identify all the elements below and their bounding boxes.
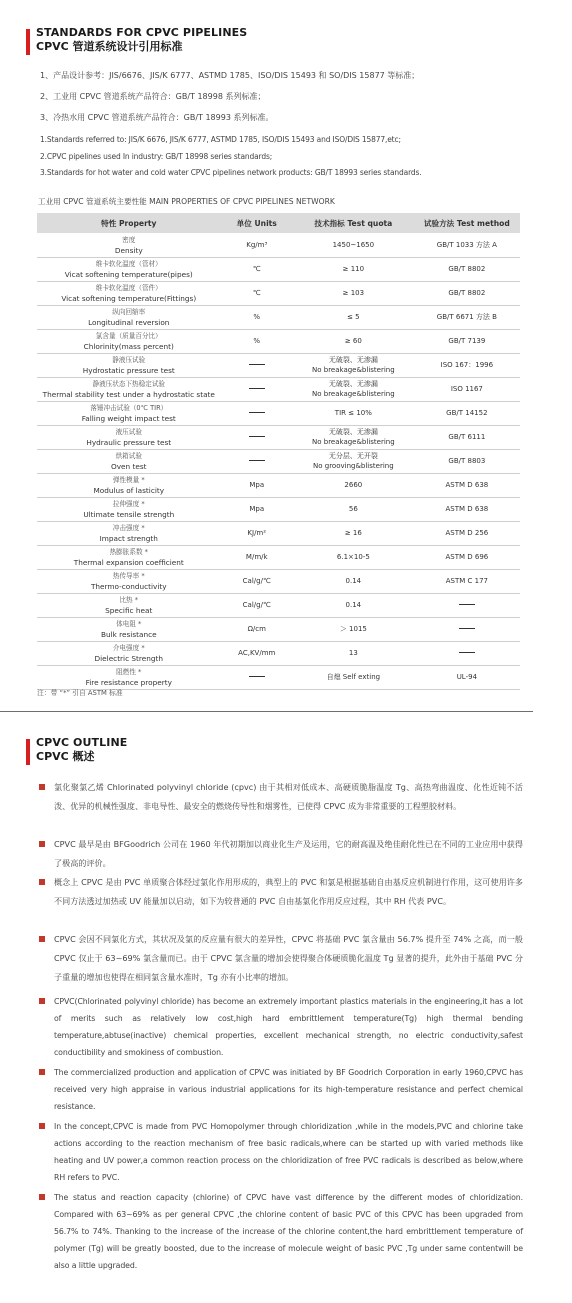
- table-body: [37, 234, 520, 690]
- property-name-cn: 氯含量（质量百分比）: [95, 332, 162, 340]
- quota-cell: [293, 546, 414, 570]
- bullet-marker: [39, 879, 45, 885]
- table-row: [37, 474, 520, 498]
- quota-cell: [293, 594, 414, 618]
- property-name-cn: 密度: [122, 236, 136, 244]
- quota-value: 0.14: [345, 600, 362, 609]
- method-value: GB/T 8802: [448, 288, 486, 297]
- dash-mark: [459, 628, 475, 629]
- unit-cell: [221, 474, 293, 498]
- method-cell: [414, 234, 520, 258]
- property-cell: [37, 498, 221, 522]
- method-value: GB/T 8803: [448, 456, 486, 465]
- table-row: [37, 402, 520, 426]
- dash-mark: [249, 388, 265, 389]
- paragraph-text: 概念上 CPVC 是由 PVC 单质聚合体经过氯化作用形成的，典型上的 PVC 和氯是根据基础自由基反应机制进行作用，这可使用许多不同方法透过加热或 UV 能量加以启动，如下为较普通的 PVC 自由基氯化作用反应过程，其中 RH 代表 PVC。: [54, 877, 523, 906]
- property-name-en: Ultimate tensile strength: [83, 509, 175, 519]
- method-cell: [414, 666, 520, 690]
- standards-heading: [36, 26, 247, 55]
- table-row: [37, 330, 520, 354]
- quota-value: 2660: [344, 480, 363, 489]
- property-name-en: Density: [114, 245, 143, 255]
- property-cell: [37, 378, 221, 402]
- bullet-marker: [39, 1123, 45, 1129]
- paragraph-text: CPVC 最早是由 BFGoodrich 公司在 1960 年代初期加以商业化生产及运用，它的耐高温及绝佳耐化性已在不同的工业应用中获得了极高的评价。: [54, 839, 523, 868]
- quota-value: ≤ 5: [347, 312, 360, 321]
- property-cell: [37, 234, 221, 258]
- header-test-method: 试验方法 Test method: [414, 213, 520, 234]
- method-value: ISO 1167: [450, 384, 483, 393]
- quota-cell: [293, 306, 414, 330]
- property-cell: [37, 282, 221, 306]
- property-cell: [37, 426, 221, 450]
- method-cell: [414, 546, 520, 570]
- property-name-cn: 烘箱试验: [115, 452, 142, 460]
- bullet-marker: [39, 841, 45, 847]
- property-cell: [37, 450, 221, 474]
- unit-cell: [221, 450, 293, 474]
- method-value: ISO 167：1996: [440, 360, 494, 369]
- quota-value: ≥ 60: [344, 336, 362, 345]
- dash-mark: [249, 436, 265, 437]
- property-name-cn: 热传导率 *: [112, 572, 145, 580]
- unit-cell: [221, 258, 293, 282]
- quota-cell: [293, 258, 414, 282]
- paragraph-text: CPVC 会因不同氯化方式，其状况及氯的反应量有很大的差异性，CPVC 将基础 PVC 氯含量由 56.7% 提升至 74% 之高，而一般 CPVC 仅止于 63~69% 氯含量而已。由于 CPVC 氯含量的增加会使得聚合体硬质脆化温度 Tg 显著的提升，此外由于基础 PVC 分子重量的增加也使得在相同氯含量水准时，Tg 亦有小比率的增加。: [54, 934, 523, 982]
- unit-value: Cal/g/℃: [242, 600, 271, 609]
- property-name-cn: 冲击强度 *: [112, 524, 145, 532]
- method-cell: [414, 258, 520, 282]
- dash-mark: [249, 676, 265, 677]
- dash-mark: [249, 412, 265, 413]
- table-row: [37, 546, 520, 570]
- property-name-en: Oven test: [111, 461, 147, 471]
- property-name-cn: 热膨胀系数 *: [109, 548, 148, 556]
- unit-cell: [221, 618, 293, 642]
- list-item: 1、产品设计参考：JIS/6676、JIS/K 6777、ASTMD 1785、ISO/DIS 15493 和 SO/DIS 15877 等标准；: [40, 71, 420, 80]
- bullet-marker: [39, 998, 45, 1004]
- quota-value: ≥ 110: [342, 264, 365, 273]
- list-item: 2.CPVC pipelines used In industry: GB/T 18998 series standards;: [40, 151, 273, 161]
- quota-cell: [293, 354, 414, 378]
- property-cell: [37, 570, 221, 594]
- method-value: ASTM D 696: [445, 552, 489, 561]
- property-cell: [37, 618, 221, 642]
- properties-table: [37, 213, 520, 690]
- method-value: GB/T 1033 方法 A: [436, 240, 497, 249]
- quota-value: 1450~1650: [332, 240, 375, 249]
- header-test-quota: 技术指标 Test quota: [293, 213, 414, 234]
- unit-value: Cal/g/℃: [242, 576, 271, 585]
- unit-cell: [221, 282, 293, 306]
- property-cell: [37, 402, 221, 426]
- table-row: [37, 282, 520, 306]
- unit-cell: [221, 234, 293, 258]
- method-cell: [414, 474, 520, 498]
- quota-cell: [293, 498, 414, 522]
- property-name-cn: 静液压状态下热稳定试验: [92, 380, 166, 388]
- property-name-en: Thermo-conductivity: [90, 581, 167, 591]
- paragraph-text: The status and reaction capacity (chlorine) of CPVC have vast difference by the different modes of chloridization. Compared with 63~69% as per general CPVC ,the chlorine content of basic PVC of this CPVC has been upgraded from 56.7% to 74%. Thanking to the increase of the increase of the chlorine content,the hard embrittlement temperature of polymer (Tg) will be greatly boosted, due to the increase of molecule weight of basic PVC ,Tg under same contentwill be also a little upgraded.: [54, 1193, 523, 1270]
- header-property: 特性 Property: [37, 213, 221, 234]
- paragraph-text: CPVC(Chlorinated polyvinyl chloride) has become an extremely important plastics materials in the engineering,it has a lot of merits such as relatively low cost,high hard embrittlement temperature(Tg) high thermal bending temperature,abtuse(inactive) chemical properties, excellent mechanical strength, no electric conductivity,safest conductibility and smokiness of combustion.: [54, 997, 523, 1057]
- table-row: [37, 378, 520, 402]
- method-value: GB/T 6111: [448, 432, 486, 441]
- method-cell: [414, 306, 520, 330]
- property-cell: [37, 642, 221, 666]
- quota-cell: [293, 474, 414, 498]
- method-value: ASTM D 638: [445, 504, 489, 513]
- unit-cell: [221, 498, 293, 522]
- outline-en-para-3: [40, 1118, 523, 1186]
- quota-value: ≥ 103: [342, 288, 365, 297]
- standards-title-en: STANDARDS FOR CPVC PIPELINES: [36, 26, 248, 39]
- table-row: [37, 258, 520, 282]
- property-name-en: Hydraulic pressure test: [86, 437, 172, 447]
- table-row: [37, 306, 520, 330]
- method-cell: [414, 378, 520, 402]
- table-row: [37, 666, 520, 690]
- quota-value: 56: [348, 504, 358, 513]
- table-row: [37, 354, 520, 378]
- property-name-en: Dielectric Strength: [94, 653, 163, 663]
- property-name-cn: 弹性模量 *: [112, 476, 145, 484]
- dash-mark: [249, 460, 265, 461]
- unit-cell: [221, 330, 293, 354]
- property-name-cn: 维卡软化温度（管材）: [95, 260, 162, 268]
- quota-value: 13: [348, 648, 358, 657]
- unit-value: %: [253, 312, 261, 321]
- outline-en-para-1: [40, 993, 523, 1061]
- property-cell: [37, 354, 221, 378]
- bullet-marker: [39, 1069, 45, 1075]
- property-cell: [37, 306, 221, 330]
- dash-mark: [459, 652, 475, 653]
- unit-value: ℃: [252, 288, 261, 297]
- method-cell: [414, 498, 520, 522]
- list-item: 1.Standards referred to: JIS/K 6676, JIS/K 6777, ASTMD 1785, ISO/DIS 15493 and ISO/DIS 15877,etc;: [40, 135, 401, 144]
- unit-cell: [221, 402, 293, 426]
- property-name-en: Fire resistance property: [85, 677, 172, 687]
- property-cell: [37, 258, 221, 282]
- quota-cell: [293, 378, 414, 402]
- property-name-en: Thermal stability test under a hydrostatic state: [42, 389, 215, 399]
- method-cell: [414, 642, 520, 666]
- quota-cell: [293, 450, 414, 474]
- quota-cn: 无破裂、无渗漏: [328, 356, 378, 364]
- property-name-cn: 阻燃性 *: [116, 668, 142, 676]
- property-name-cn: 静液压试验: [112, 356, 146, 364]
- property-cell: [37, 522, 221, 546]
- quota-cell: [293, 234, 414, 258]
- bullet-marker: [39, 1194, 45, 1200]
- unit-value: Ω/cm: [247, 624, 266, 633]
- unit-cell: [221, 426, 293, 450]
- method-cell: [414, 450, 520, 474]
- bullet-marker: [39, 784, 45, 790]
- quota-cell: [293, 402, 414, 426]
- method-value: GB/T 8802: [448, 264, 486, 273]
- property-name-en: Longitudinal reversion: [88, 317, 170, 327]
- quota-cn: 无破裂、无渗漏: [328, 380, 378, 388]
- quota-cell: [293, 426, 414, 450]
- outline-en-para-4: [40, 1189, 523, 1274]
- unit-cell: [221, 594, 293, 618]
- method-cell: [414, 618, 520, 642]
- paragraph-text: 氯化聚氯乙烯 Chlorinated polyvinyl chloride (cpvc) 由于其相对低成本、高硬质脆脂温度 Tg、高热弯曲温度、化性近钝不活泼、优异的机械性强度、非电导性、最安全的燃烧传导性和烟雾性，已使得 CPVC 成为非常重要的工程塑胶材料。: [54, 782, 523, 811]
- standards-cn-list: [40, 65, 540, 128]
- accent-bar: [26, 29, 30, 55]
- table-caption: 工业用 CPVC 管道系统主要性能 MAIN PROPERTIES OF CPVC PIPELINES NETWORK: [38, 197, 335, 206]
- standards-title-cn: CPVC 管道系统设计引用标准: [36, 40, 183, 53]
- unit-cell: [221, 570, 293, 594]
- property-name-en: Modulus of lasticity: [93, 485, 165, 495]
- method-value: GB/T 14152: [446, 408, 488, 417]
- quota-cell: [293, 570, 414, 594]
- quota-value: 0.14: [345, 576, 362, 585]
- quota-cell: [293, 522, 414, 546]
- unit-value: KJ/m²: [247, 528, 267, 537]
- outline-title-cn: CPVC 概述: [36, 750, 95, 763]
- quota-cell: [293, 330, 414, 354]
- quota-cn: 无破裂、无渗漏: [328, 428, 378, 436]
- method-cell: [414, 522, 520, 546]
- unit-cell: [221, 306, 293, 330]
- quota-value: No breakage&blistering: [312, 389, 395, 398]
- property-cell: [37, 666, 221, 690]
- table-row: [37, 642, 520, 666]
- quota-cell: [293, 282, 414, 306]
- dash-mark: [249, 364, 265, 365]
- table-row: [37, 498, 520, 522]
- quota-cell: [293, 618, 414, 642]
- property-name-en: Falling weight impact test: [81, 413, 176, 423]
- property-name-cn: 纵向回缩率: [112, 308, 146, 316]
- property-cell: [37, 474, 221, 498]
- outline-cn-para-2: [40, 835, 523, 873]
- table-row: [37, 618, 520, 642]
- standards-en-list: [40, 132, 540, 182]
- outline-cn-para-4: [40, 930, 523, 986]
- list-item: 3.Standards for hot water and cold water CPVC pipelines network products: GB/T 18993 series standards.: [40, 168, 422, 177]
- list-item: 3、冷热水用 CPVC 管道系统产品符合：GB/T 18993 系列标准。: [40, 113, 274, 122]
- quota-value: 自熄 Self exting: [326, 672, 381, 681]
- header-units: 单位 Units: [221, 213, 293, 234]
- table-row: [37, 450, 520, 474]
- unit-cell: [221, 546, 293, 570]
- outline-cn-para-1: [40, 778, 523, 816]
- quota-value: No breakage&blistering: [312, 437, 395, 446]
- unit-value: Mpa: [249, 504, 265, 513]
- outline-en-para-2: [40, 1064, 523, 1115]
- property-name-cn: 落锤冲击试验（0℃ TIR）: [90, 404, 168, 412]
- property-name-cn: 比热 *: [119, 596, 139, 604]
- property-name-cn: 体电阻 *: [116, 620, 142, 628]
- method-value: GB/T 7139: [448, 336, 486, 345]
- table-row: [37, 570, 520, 594]
- method-cell: [414, 594, 520, 618]
- property-name-en: Vicat softening temperature(Fittings): [61, 293, 197, 303]
- quota-cn: 无分层、无开裂: [328, 452, 378, 460]
- outline-cn-para-3: [40, 873, 523, 911]
- method-cell: [414, 570, 520, 594]
- quota-value: ＞ 1015: [339, 624, 367, 633]
- method-value: ASTM D 256: [445, 528, 489, 537]
- property-name-en: Bulk resistance: [100, 629, 157, 639]
- quota-cell: [293, 666, 414, 690]
- method-value: GB/T 6671 方法 B: [436, 312, 497, 321]
- unit-value: AC,KV/mm: [238, 648, 276, 657]
- property-cell: [37, 546, 221, 570]
- property-name-en: Impact strength: [99, 533, 158, 543]
- paragraph-text: In the concept,CPVC is made from PVC Homopolymer through chloridization ,while in the models,PVC and chlorine take actions according to the reaction mechanism of free basic radicals,where can be started up with varied methods like heating and UV power,a common reaction process on the chloridization of free PVC radicals is described as below,where RH refers to PVC.: [54, 1122, 523, 1182]
- unit-value: Mpa: [249, 480, 265, 489]
- section-divider: [0, 711, 533, 712]
- unit-cell: [221, 522, 293, 546]
- unit-value: %: [253, 336, 261, 345]
- unit-cell: [221, 642, 293, 666]
- property-cell: [37, 330, 221, 354]
- method-value: ASTM D 638: [445, 480, 489, 489]
- property-name-en: Specific heat: [105, 605, 153, 615]
- method-cell: [414, 426, 520, 450]
- table-note: 注：带 “*” 引自 ASTM 标准: [37, 689, 123, 697]
- property-name-en: Thermal expansion coefficient: [73, 557, 184, 567]
- paragraph-text: The commercialized production and application of CPVC was initiated by BF Goodrich Corporation in early 1960,CPVC has received very high appraise in various industrial applications for its high-temperature resistance and perfect chemical resistance.: [54, 1068, 523, 1111]
- quota-value: No breakage&blistering: [312, 365, 395, 374]
- method-cell: [414, 402, 520, 426]
- method-value: ASTM C 177: [445, 576, 488, 585]
- property-name-en: Chlorinity(mass percent): [83, 341, 174, 351]
- outline-heading: [36, 736, 127, 765]
- method-cell: [414, 330, 520, 354]
- unit-cell: [221, 666, 293, 690]
- quota-value: No grooving&blistering: [313, 461, 394, 470]
- table-row: [37, 522, 520, 546]
- property-name-cn: 拉伸强度 *: [112, 500, 145, 508]
- unit-cell: [221, 378, 293, 402]
- list-item: 2、工业用 CPVC 管道系统产品符合：GB/T 18998 系列标准；: [40, 92, 266, 101]
- accent-bar: [26, 739, 30, 765]
- method-cell: [414, 282, 520, 306]
- table-header-row: [37, 213, 520, 234]
- property-name-en: Hydrostatic pressure test: [82, 365, 175, 375]
- table-row: [37, 594, 520, 618]
- unit-value: Kg/m³: [246, 240, 268, 249]
- property-name-cn: 介电强度 *: [112, 644, 145, 652]
- bullet-marker: [39, 936, 45, 942]
- unit-value: M/m/k: [245, 552, 268, 561]
- dash-mark: [459, 604, 475, 605]
- unit-value: ℃: [252, 264, 261, 273]
- property-name-cn: 液压试验: [115, 428, 142, 436]
- quota-cell: [293, 642, 414, 666]
- unit-cell: [221, 354, 293, 378]
- property-name-cn: 维卡软化温度（管件）: [95, 284, 162, 292]
- quota-value: TIR ≤ 10%: [334, 408, 372, 417]
- table-row: [37, 234, 520, 258]
- quota-value: 6.1×10-5: [336, 552, 370, 561]
- table-row: [37, 426, 520, 450]
- property-name-en: Vicat softening temperature(pipes): [64, 269, 193, 279]
- method-cell: [414, 354, 520, 378]
- quota-value: ≥ 16: [344, 528, 362, 537]
- method-value: UL-94: [456, 672, 478, 681]
- property-cell: [37, 594, 221, 618]
- outline-title-en: CPVC OUTLINE: [36, 736, 128, 749]
